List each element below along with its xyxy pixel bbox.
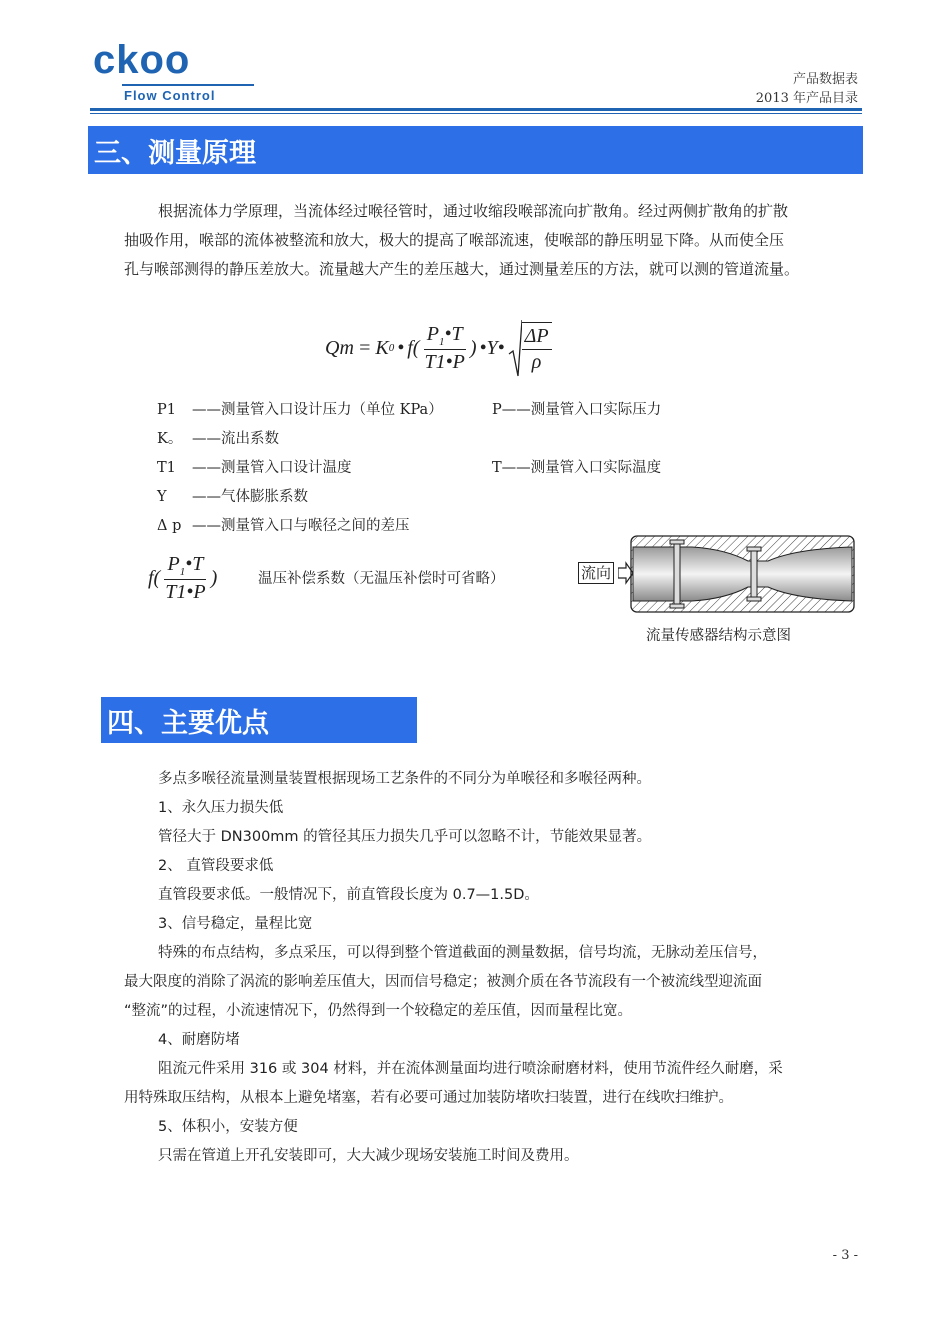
compensation-formula xyxy=(148,553,217,604)
symbol-desc: ——测量管入口实际温度 xyxy=(501,460,662,476)
header-rule-thin xyxy=(90,113,862,114)
comp-close: ) xyxy=(210,567,218,589)
formula-fraction xyxy=(421,323,467,374)
symbol-desc: ——气体膨胀系数 xyxy=(192,489,308,505)
advantages-content xyxy=(124,765,864,1171)
comp-p: P xyxy=(167,553,180,575)
advantage-line: 只需在管道上开孔安装即可，大大减少现场安装施工时间及费用。 xyxy=(158,1148,579,1164)
formula-eq: = xyxy=(357,336,372,359)
frac-p-sub: 1 xyxy=(438,335,445,348)
symbol-row xyxy=(157,485,308,506)
symbol-name: P xyxy=(492,402,502,418)
formula-close: ) xyxy=(469,336,477,359)
comp-t: •T xyxy=(185,553,204,575)
flow-sensor-diagram xyxy=(630,535,855,613)
logo-underline xyxy=(122,84,254,86)
comp-f: f( xyxy=(148,567,161,589)
symbol-row xyxy=(157,427,279,448)
symbol-row xyxy=(492,456,661,477)
page-number: - 3 - xyxy=(832,1248,858,1263)
flow-direction-label: 流向 xyxy=(578,562,614,584)
advantage-line: 最大限度的消除了涡流的影响差压值大，因而信号稳定；被测介质在各节流段有一个被流线型迎流面 xyxy=(124,974,762,990)
symbol-desc: ——测量管入口设计压力（单位 KPa） xyxy=(192,402,443,418)
advantage-line: “整流”的过程，小流速情况下，仍然得到一个较稳定的差压值，因而量程比宽。 xyxy=(124,1003,633,1019)
advantage-line: 直管段要求低。一般情况下，前直管段长度为 0.7—1.5D。 xyxy=(158,887,539,903)
symbol-name: Δ p xyxy=(157,518,182,534)
section-title-principle: 三、测量原理 xyxy=(88,126,863,174)
symbol-desc: ——测量管入口设计温度 xyxy=(192,460,352,476)
brand-logo: ckoo xyxy=(93,38,191,82)
comp-den: T1•P xyxy=(165,581,206,603)
flow-formula xyxy=(325,318,554,378)
symbol-row xyxy=(157,514,410,535)
advantage-line: 特殊的布点结构，多点采压，可以得到整个管道截面的测量数据，信号均流，无脉动差压信号， xyxy=(158,945,767,961)
advantage-line: 用特殊取压结构，从根本上避免堵塞，若有必要可通过加装防堵吹扫装置，进行在线吹扫维护。 xyxy=(124,1090,733,1106)
symbol-row xyxy=(157,456,352,477)
advantage-heading: 3、信号稳定，量程比宽 xyxy=(158,916,313,932)
doc-type: 产品数据表 xyxy=(792,72,858,87)
advantage-heading: 4、耐磨防堵 xyxy=(158,1032,240,1048)
symbol-name: Y xyxy=(157,489,167,505)
comp-p-sub: 1 xyxy=(179,566,186,578)
formula-qm: Qm xyxy=(325,336,354,359)
formula-dot: • xyxy=(397,336,405,359)
paragraph-line: 抽吸作用，喉部的流体被整流和放大，极大的提高了喉部流速，使喉部的静压明显下降。从而使全压 xyxy=(124,231,785,249)
sqrt-fraction xyxy=(522,322,552,374)
advantage-line: 管径大于 DN300mm 的管径其压力损失几乎可以忽略不计，节能效果显著。 xyxy=(158,829,652,845)
advantage-heading: 5、体积小，安装方便 xyxy=(158,1119,298,1135)
comp-fraction xyxy=(162,553,208,604)
formula-k: K xyxy=(375,336,389,359)
symbol-name: T xyxy=(492,460,502,476)
symbol-name: T1 xyxy=(157,460,176,476)
symbol-name: K。 xyxy=(157,431,183,447)
advantage-line: 阻流元件采用 316 或 304 材料，并在流体测量面均进行喷涂耐磨材料，使用节流件经久耐磨，采 xyxy=(158,1061,783,1077)
paragraph-line: 根据流体力学原理，当流体经过喉径管时，通过收缩段喉部流向扩散角。经过两侧扩散角的扩散 xyxy=(158,202,789,220)
symbol-desc: ——测量管入口与喉径之间的差压 xyxy=(192,518,410,534)
formula-k-sub: 0 xyxy=(388,342,395,354)
sqrt-den: ρ xyxy=(531,351,542,373)
principle-paragraph xyxy=(124,197,864,284)
advantage-heading: 1、永久压力损失低 xyxy=(158,800,284,816)
frac-den: T1•P xyxy=(424,350,465,373)
formula-y: •Y• xyxy=(479,336,505,359)
paragraph-line: 孔与喉部测得的静压差放大。流量越大产生的差压越大，通过测量差压的方法，就可以测的管道流量。 xyxy=(124,260,800,278)
formula-f: f( xyxy=(407,336,420,359)
section-title-advantages: 四、主要优点 xyxy=(101,697,417,743)
header-rule xyxy=(90,108,862,111)
symbol-row xyxy=(157,398,443,419)
frac-p: P xyxy=(426,322,439,345)
symbol-desc: ——流出系数 xyxy=(192,431,279,447)
diagram-caption: 流量传感器结构示意图 xyxy=(646,628,791,644)
frac-t: •T xyxy=(444,322,463,345)
sqrt-sign-icon xyxy=(508,318,522,378)
advantage-heading: 2、 直管段要求低 xyxy=(158,858,274,874)
brand-tagline: Flow Control xyxy=(124,88,216,103)
advantage-line: 多点多喉径流量测量装置根据现场工艺条件的不同分为单喉径和多喉径两种。 xyxy=(158,771,651,787)
compensation-label: 温压补偿系数（无温压补偿时可省略） xyxy=(258,571,505,587)
symbol-row xyxy=(492,398,661,419)
catalog-year: 2013 年产品目录 xyxy=(755,91,858,106)
symbol-name: P1 xyxy=(157,402,176,418)
symbol-desc: ——测量管入口实际压力 xyxy=(501,402,662,418)
sqrt-num: ΔP xyxy=(522,325,552,350)
